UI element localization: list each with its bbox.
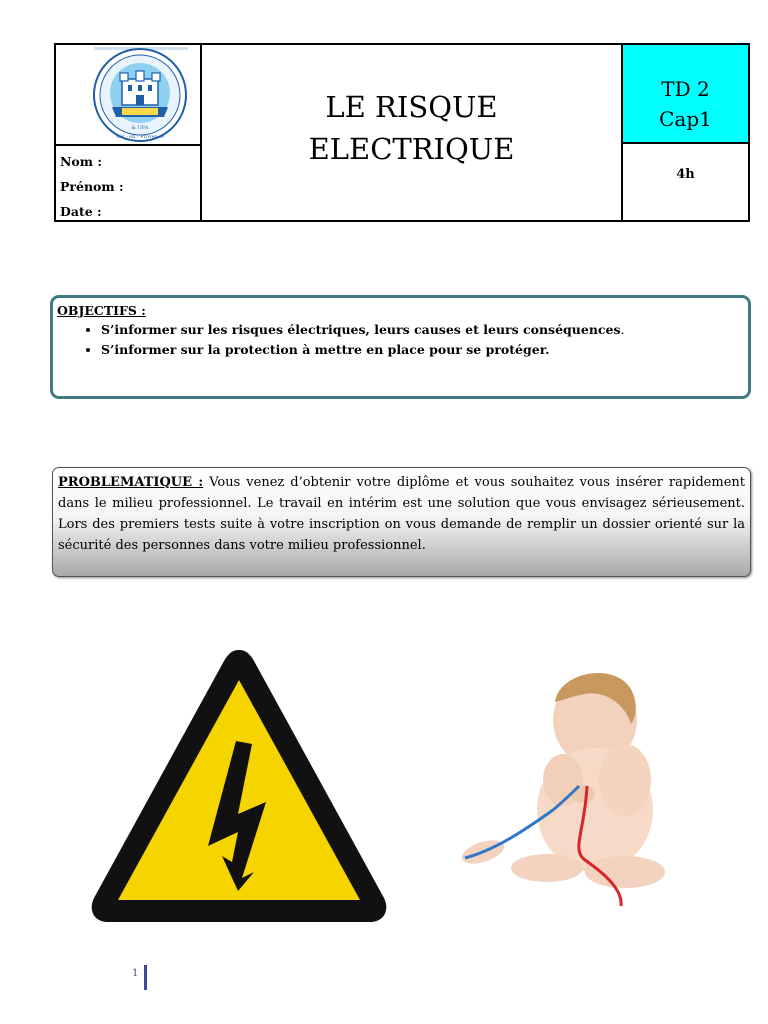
- page-title: [309, 86, 515, 170]
- page-number-bar: [144, 965, 147, 990]
- list-item: • S’informer sur les risques électriques, leurs causes et leurs conséquences.: [101, 320, 748, 340]
- title-line-1: LE RISQUE: [325, 89, 498, 124]
- school-logo: [56, 45, 200, 144]
- student-fields: [60, 149, 124, 224]
- svg-text:Aix - en - Provence: Aix - en - Provence: [116, 134, 164, 140]
- objectifs-box: [50, 295, 751, 399]
- problematique-label: PROBLEMATIQUE :: [58, 475, 204, 490]
- td-label-cell: [623, 45, 748, 144]
- title-line-2: ELECTRIQUE: [308, 131, 515, 166]
- header-right-column: [623, 45, 748, 220]
- school-logo-cell: [56, 45, 200, 146]
- objectifs-title: OBJECTIFS :: [57, 303, 146, 318]
- title-cell: [202, 45, 623, 220]
- header-left-column: [56, 45, 202, 220]
- field-prenom[interactable]: Prénom :: [60, 179, 124, 194]
- problematique-text: Vous venez d’obtenir votre diplôme et vous souhaitez vous insérer rapidement dans le milieu professionnel. Le travail en intérim est une solution que vous envisagez sérieusement. Lors des premiers tests suite à votre inscription on vous demande de remplir un dossier orienté sur la sécurité des personnes dans votre milieu professionnel.: [58, 475, 745, 553]
- td-number: TD 2: [661, 77, 710, 101]
- header-table: [54, 43, 750, 222]
- objectifs-list: [57, 320, 748, 360]
- problematique-box: [52, 467, 751, 577]
- high-voltage-warning-icon: [88, 646, 390, 926]
- list-item: • S’informer sur la protection à mettre en place pour se protéger.: [101, 340, 748, 360]
- field-nom[interactable]: Nom :: [60, 154, 102, 169]
- field-date[interactable]: Date :: [60, 204, 102, 219]
- baby-with-cable-image: [455, 660, 670, 910]
- duration-label: 4h: [676, 167, 695, 182]
- td-chapter: Cap1: [659, 107, 712, 131]
- svg-text:& UFA: & UFA: [131, 125, 149, 131]
- page-number: 1: [132, 968, 139, 979]
